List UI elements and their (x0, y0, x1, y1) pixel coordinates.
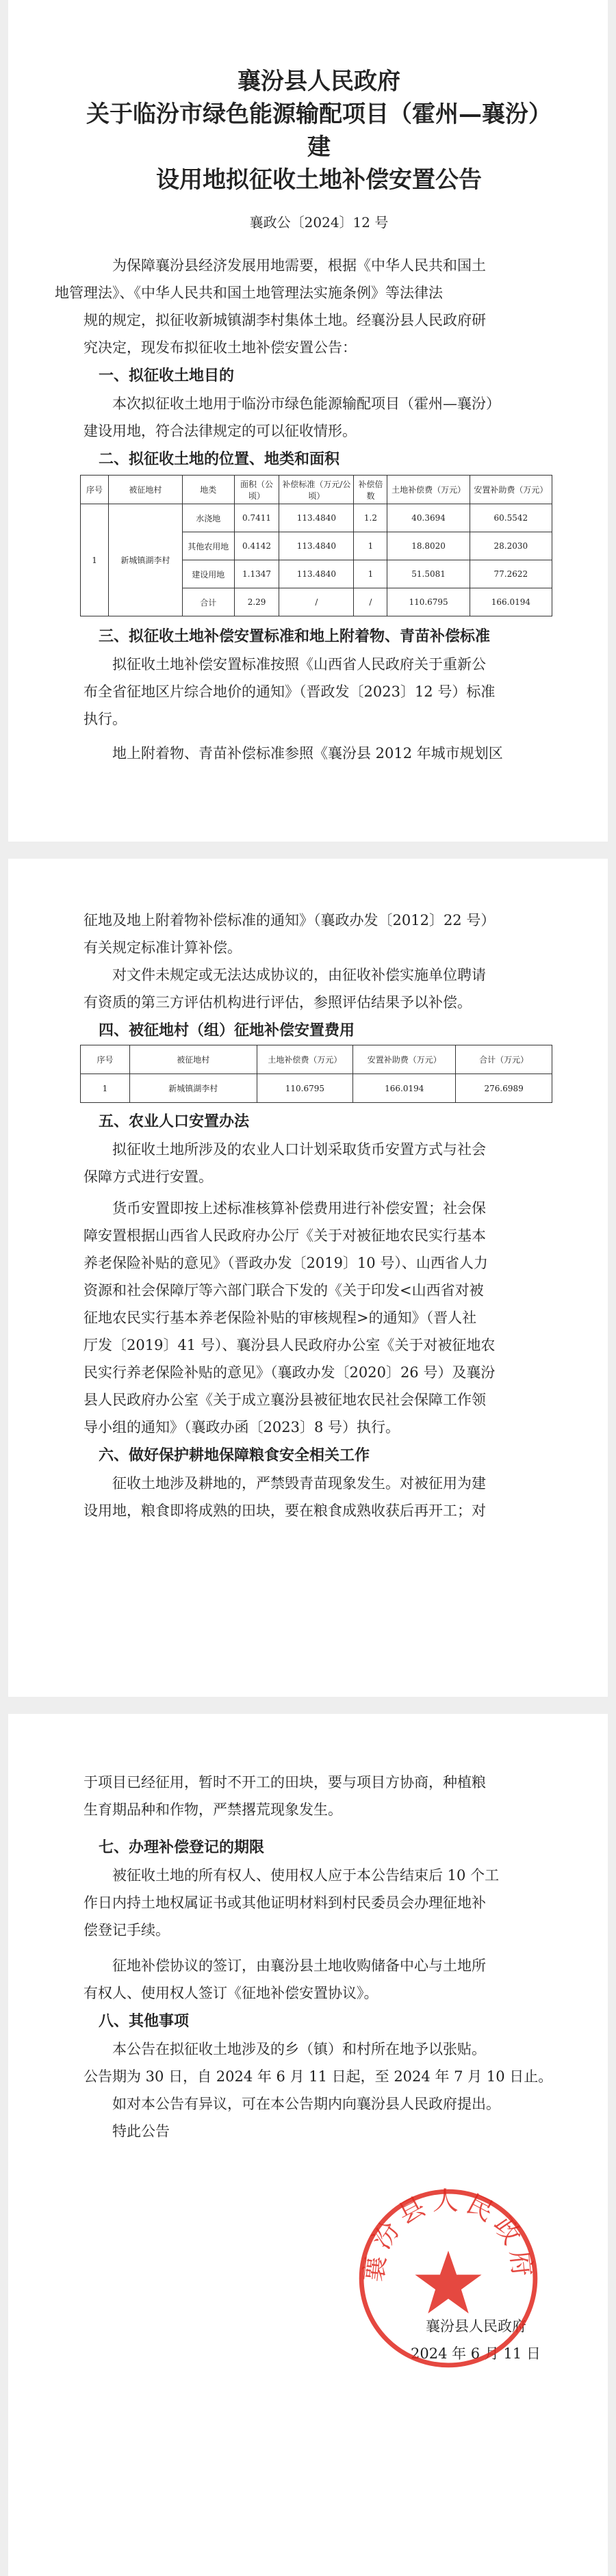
table-header: 安置补助费（万元） (470, 476, 552, 504)
intro-paragraph (55, 252, 554, 361)
line: 养老保险补贴的意见》（晋政办发〔2019〕10 号）、山西省人力 (84, 1255, 488, 1271)
table-cell: 1 (81, 1074, 130, 1103)
line: 偿登记手续。 (84, 1922, 170, 1938)
paragraph (84, 1952, 554, 2007)
paragraph (84, 1195, 554, 1441)
table-cell: 113.4840 (279, 560, 354, 588)
section-heading: 四、被征地村（组）征地补偿安置费用 (99, 1022, 355, 1039)
line: 货币安置即按上述标准核算补偿费用进行补偿安置；社会保 (112, 1200, 486, 1217)
line: 征地农民实行基本养老保险补贴的审核规程>的通知》（晋人社 (84, 1310, 477, 1326)
line: 拟征收土地补偿安置标准按照《山西省人民政府关于重新公 (112, 656, 486, 673)
paragraph: 公告期为 30 日，自 2024 年 6 月 11 日起，至 2024 年 7 月 10 日止。 (84, 2068, 553, 2085)
document-page-3 (8, 1714, 608, 2576)
line: 民实行养老保险补贴的意见》（襄政办发〔2020〕26 号）及襄汾 (84, 1364, 496, 1381)
table-cell: 18.8020 (387, 532, 470, 560)
table-header: 补偿标准（万元/公顷） (279, 476, 354, 504)
paragraph: 特此公告 (112, 2123, 170, 2139)
line: 征地及地上附着物补偿标准的通知》（襄政办发〔2012〕22 号） (84, 912, 496, 928)
table-cell: 166.0194 (353, 1074, 456, 1103)
signature-date: 2024 年 6 月 11 日 (411, 2345, 541, 2362)
table-cell: 新城镇湖李村 (109, 504, 183, 616)
table-row (81, 504, 552, 532)
paragraph (84, 1769, 554, 1823)
section-heading: 七、办理补偿登记的期限 (99, 1838, 265, 1856)
section-heading: 六、做好保护耕地保障粮食安全相关工作 (99, 1446, 370, 1464)
document-page-1 (8, 0, 608, 842)
section-heading: 五、农业人口安置办法 (99, 1113, 250, 1130)
line: 布全省征地区片综合地价的通知》（晋政发〔2023〕12 号）标准 (84, 684, 496, 700)
line: 导小组的通知》（襄政办函〔2023〕8 号）执行。 (84, 1419, 400, 1435)
table-cell: 110.6795 (387, 588, 470, 616)
line: 征收土地涉及耕地的，严禁毁青苗现象发生。对被征用为建 (112, 1475, 486, 1492)
table-cell: 0.7411 (234, 504, 279, 532)
paragraph (84, 1862, 554, 1944)
line: 保障方式进行安置。 (84, 1169, 213, 1185)
line: 资源和社会保障厅等六部门联合下发的《关于印发<山西省对被 (84, 1282, 484, 1299)
section-heading: 八、其他事项 (99, 2012, 190, 2030)
title-line: 关于临汾市绿色能源输配项目（霍州—襄汾）建 (86, 101, 552, 161)
table-row (81, 1074, 552, 1103)
paragraph (84, 907, 554, 961)
table-cell: 166.0194 (470, 588, 552, 616)
table-cell: 1 (354, 560, 387, 588)
paragraph (84, 390, 554, 445)
table-header: 合计（万元） (456, 1045, 552, 1074)
table-cell: 60.5542 (470, 504, 552, 532)
line: 究决定，现发布拟征收土地补偿安置公告： (84, 339, 357, 356)
document-title (84, 65, 554, 196)
line: 障安置根据山西省人民政府办公厅《关于对被征地农民实行基本 (84, 1227, 486, 1244)
line: 征地补偿协议的签订，由襄汾县土地收购储备中心与土地所 (112, 1957, 486, 1974)
line: 有权人、使用权人签订《征地补偿安置协议》。 (84, 1985, 378, 2001)
line: 执行。 (84, 711, 127, 727)
title-line: 襄汾县人民政府 (238, 68, 400, 95)
line: 为保障襄汾县经济发展用地需要，根据《中华人民共和国土 (112, 257, 486, 274)
official-seal-icon (356, 2186, 541, 2371)
table-header: 序号 (81, 476, 109, 504)
line: 有资质的第三方评估机构进行评估，参照评估结果予以补偿。 (84, 994, 472, 1011)
line: 于项目已经征用，暂时不开工的田块，要与项目方协商，种植粮 (84, 1774, 486, 1791)
svg-text:襄汾县人民政府: 襄汾县人民政府 (358, 2186, 539, 2284)
table-cell: 水浇地 (182, 504, 234, 532)
signature-org: 襄汾县人民政府 (426, 2318, 526, 2334)
table-header: 土地补偿费（万元） (257, 1045, 353, 1074)
paragraph (84, 961, 554, 1016)
line: 规的规定，拟征收新城镇湖李村集体土地。经襄汾县人民政府研 (84, 312, 486, 328)
line: 对文件未规定或无法达成协议的，由征收补偿实施单位聘请 (112, 967, 486, 983)
table-cell: 276.6989 (456, 1074, 552, 1103)
table-cell: 1 (354, 532, 387, 560)
compensation-table (80, 1045, 552, 1103)
line: 有关规定标准计算补偿。 (84, 939, 242, 956)
paragraph (84, 651, 554, 733)
table-header: 土地补偿费（万元） (387, 476, 470, 504)
section-heading: 三、拟征收土地补偿安置标准和地上附着物、青苗补偿标准 (99, 627, 491, 645)
table-cell: 28.2030 (470, 532, 552, 560)
line: 本次拟征收土地用于临汾市绿色能源输配项目（霍州—襄汾） (112, 395, 500, 412)
land-table (80, 475, 552, 616)
table-cell: / (279, 588, 354, 616)
table-header: 安置补助费（万元） (353, 1045, 456, 1074)
table-cell: 113.4840 (279, 504, 354, 532)
paragraph: 本公告在拟征收土地涉及的乡（镇）和村所在地予以张贴。 (112, 2041, 486, 2057)
table-cell: 51.5081 (387, 560, 470, 588)
title-line: 设用地拟征收土地补偿安置公告 (156, 166, 482, 194)
table-cell: 0.4142 (234, 532, 279, 560)
line: 设用地，粮食即将成熟的田块，要在粮食成熟收获后再开工；对 (84, 1502, 486, 1519)
line: 建设用地，符合法律规定的可以征收情形。 (84, 423, 357, 439)
table-cell: 合计 (182, 588, 234, 616)
table-header: 被征地村 (129, 1045, 257, 1074)
table-cell: 77.2622 (470, 560, 552, 588)
table-header: 补偿倍数 (354, 476, 387, 504)
line: 地上附着物、青苗补偿标准参照《襄汾县 2012 年城市规划区 (112, 745, 503, 762)
paragraph: 如对本公告有异议，可在本公告期内向襄汾县人民政府提出。 (112, 2096, 500, 2112)
table-cell: 1.1347 (234, 560, 279, 588)
table-cell: 其他农用地 (182, 532, 234, 560)
paragraph (84, 1136, 554, 1191)
document-number: 襄政公〔2024〕12 号 (249, 214, 389, 231)
table-header-row (81, 476, 552, 504)
document-page-2 (8, 859, 608, 1697)
paragraph (84, 1470, 554, 1524)
table-header: 序号 (81, 1045, 130, 1074)
section-heading: 一、拟征收土地目的 (99, 367, 235, 385)
table-cell: 1.2 (354, 504, 387, 532)
line: 拟征收土地所涉及的农业人口计划采取货币安置方式与社会 (112, 1141, 486, 1158)
line: 被征收土地的所有权人、使用权人应于本公告结束后 10 个工 (112, 1867, 500, 1884)
table-header: 地类 (182, 476, 234, 504)
paragraph (84, 740, 554, 767)
table-cell: 1 (81, 504, 109, 616)
line: 县人民政府办公室《关于成立襄汾县被征地农民社会保障工作领 (84, 1392, 486, 1408)
line: 地管理法》、《中华人民共和国土地管理法实施条例》等法律法 (55, 285, 443, 301)
line: 厅发〔2019〕41 号）、襄汾县人民政府办公室《关于对被征地农 (84, 1337, 496, 1353)
table-cell: 新城镇湖李村 (129, 1074, 257, 1103)
table-cell: 110.6795 (257, 1074, 353, 1103)
table-cell: / (354, 588, 387, 616)
table-header-row (81, 1045, 552, 1074)
table-cell: 2.29 (234, 588, 279, 616)
section-heading: 二、拟征收土地的位置、地类和面积 (99, 450, 340, 468)
table-cell: 40.3694 (387, 504, 470, 532)
table-header: 面积（公顷） (234, 476, 279, 504)
line: 生育期品种和作物，严禁撂荒现象发生。 (84, 1801, 342, 1818)
table-header: 被征地村 (109, 476, 183, 504)
line: 作日内持土地权属证书或其他证明材料到村民委员会办理征地补 (84, 1895, 486, 1911)
table-cell: 建设用地 (182, 560, 234, 588)
table-cell: 113.4840 (279, 532, 354, 560)
